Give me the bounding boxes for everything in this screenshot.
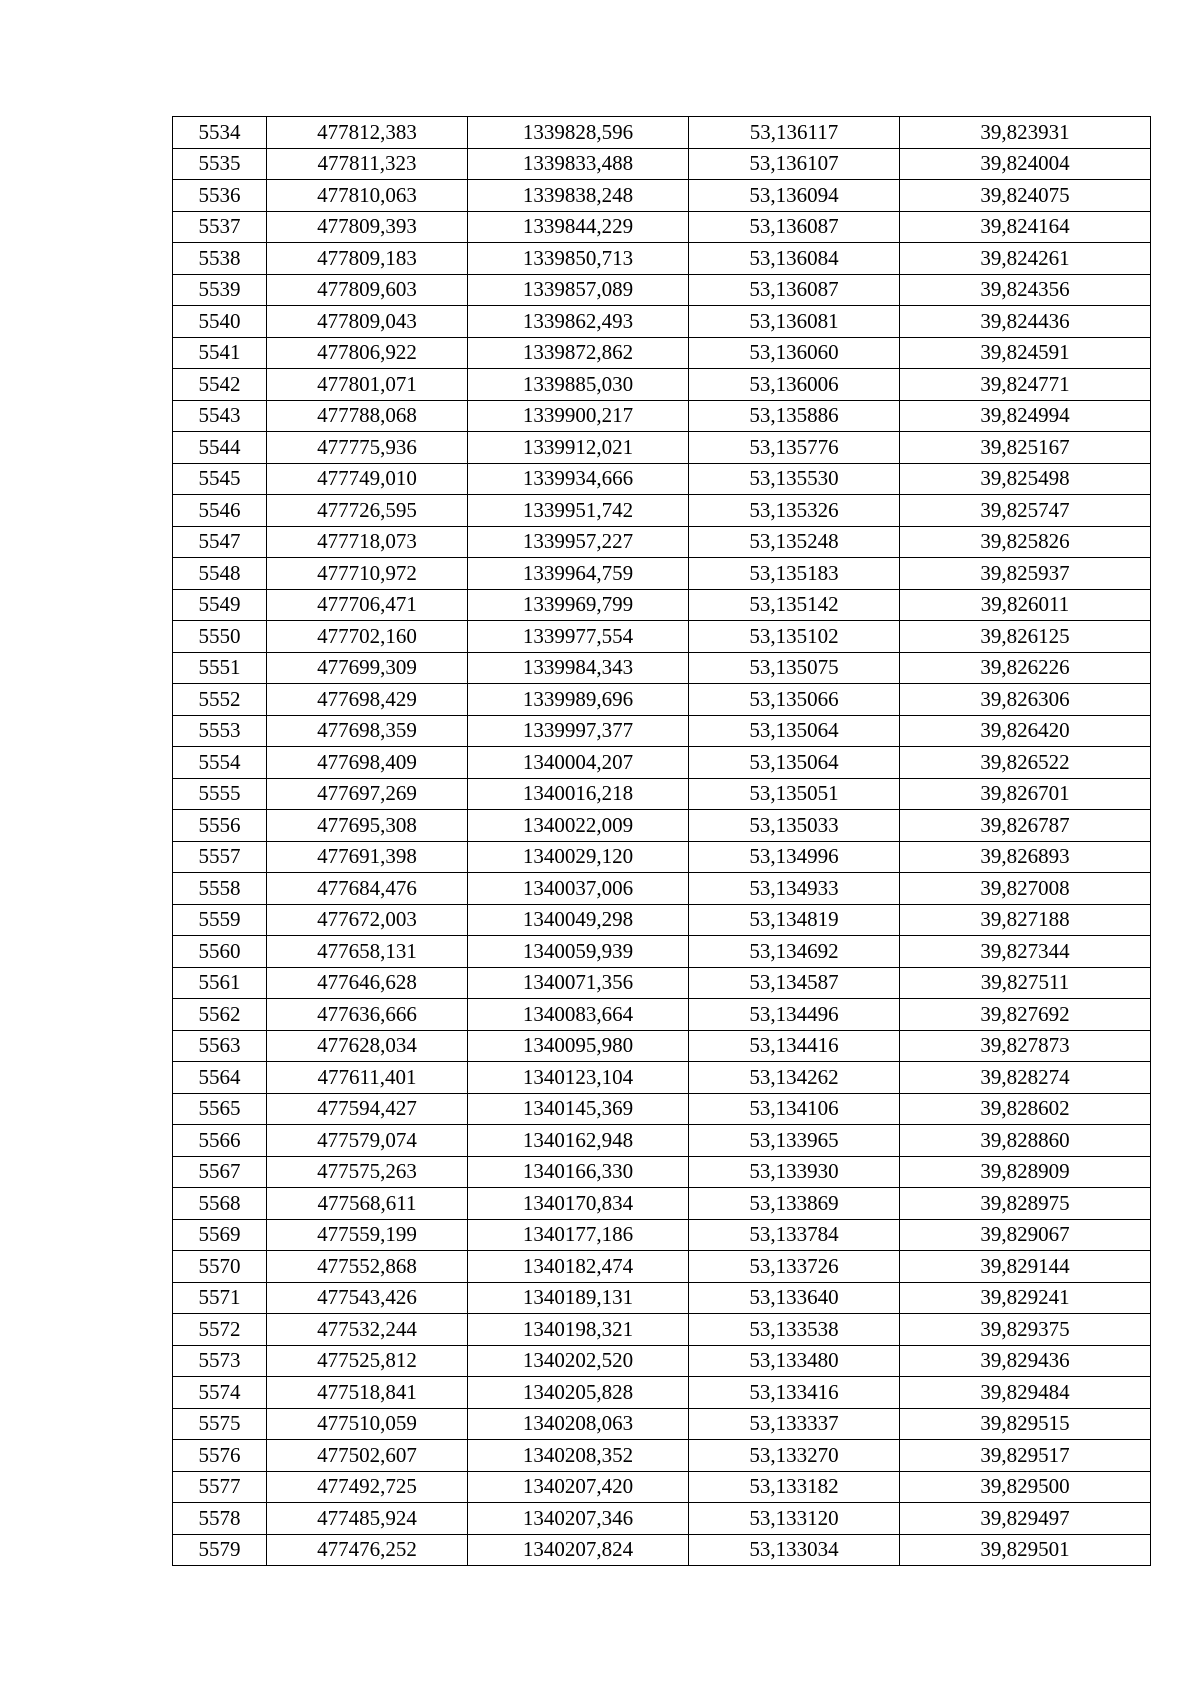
longitude-cell: 39,824164: [900, 211, 1151, 243]
y-coordinate-cell: 1339969,799: [468, 589, 689, 621]
longitude-cell: 39,828274: [900, 1062, 1151, 1094]
y-coordinate-cell: 1340016,218: [468, 778, 689, 810]
table-row: [173, 306, 1151, 338]
latitude-cell: 53,133480: [689, 1345, 900, 1377]
y-coordinate-cell: 1340049,298: [468, 904, 689, 936]
x-coordinate-cell: 477809,603: [267, 274, 468, 306]
x-coordinate-cell: 477568,611: [267, 1188, 468, 1220]
table-row: [173, 1471, 1151, 1503]
y-coordinate-cell: 1339828,596: [468, 117, 689, 149]
y-coordinate-cell: 1340029,120: [468, 841, 689, 873]
x-coordinate-cell: 477809,183: [267, 243, 468, 275]
y-coordinate-cell: 1339838,248: [468, 180, 689, 212]
latitude-cell: 53,135142: [689, 589, 900, 621]
y-coordinate-cell: 1339912,021: [468, 432, 689, 464]
latitude-cell: 53,136081: [689, 306, 900, 338]
latitude-cell: 53,135102: [689, 621, 900, 653]
coordinates-table: [172, 116, 1151, 1566]
longitude-cell: 39,824261: [900, 243, 1151, 275]
table-row: [173, 463, 1151, 495]
point-number-cell: 5561: [173, 967, 267, 999]
y-coordinate-cell: 1340037,006: [468, 873, 689, 905]
table-row: [173, 526, 1151, 558]
point-number-cell: 5548: [173, 558, 267, 590]
y-coordinate-cell: 1339984,343: [468, 652, 689, 684]
x-coordinate-cell: 477559,199: [267, 1219, 468, 1251]
latitude-cell: 53,136084: [689, 243, 900, 275]
x-coordinate-cell: 477702,160: [267, 621, 468, 653]
x-coordinate-cell: 477518,841: [267, 1377, 468, 1409]
table-row: [173, 715, 1151, 747]
longitude-cell: 39,827008: [900, 873, 1151, 905]
latitude-cell: 53,133337: [689, 1408, 900, 1440]
latitude-cell: 53,134692: [689, 936, 900, 968]
table-row: [173, 1030, 1151, 1062]
longitude-cell: 39,829517: [900, 1440, 1151, 1472]
point-number-cell: 5536: [173, 180, 267, 212]
table-row: [173, 1062, 1151, 1094]
latitude-cell: 53,135064: [689, 715, 900, 747]
x-coordinate-cell: 477646,628: [267, 967, 468, 999]
x-coordinate-cell: 477698,409: [267, 747, 468, 779]
table-row: [173, 621, 1151, 653]
x-coordinate-cell: 477698,359: [267, 715, 468, 747]
y-coordinate-cell: 1340207,420: [468, 1471, 689, 1503]
latitude-cell: 53,135064: [689, 747, 900, 779]
y-coordinate-cell: 1340198,321: [468, 1314, 689, 1346]
y-coordinate-cell: 1339934,666: [468, 463, 689, 495]
table-row: [173, 243, 1151, 275]
point-number-cell: 5547: [173, 526, 267, 558]
y-coordinate-cell: 1340207,824: [468, 1534, 689, 1566]
table-row: [173, 652, 1151, 684]
longitude-cell: 39,824591: [900, 337, 1151, 369]
latitude-cell: 53,133416: [689, 1377, 900, 1409]
point-number-cell: 5538: [173, 243, 267, 275]
latitude-cell: 53,133784: [689, 1219, 900, 1251]
point-number-cell: 5577: [173, 1471, 267, 1503]
table-row: [173, 1093, 1151, 1125]
latitude-cell: 53,133965: [689, 1125, 900, 1157]
x-coordinate-cell: 477532,244: [267, 1314, 468, 1346]
latitude-cell: 53,135886: [689, 400, 900, 432]
x-coordinate-cell: 477775,936: [267, 432, 468, 464]
table-row: [173, 274, 1151, 306]
table-row: [173, 999, 1151, 1031]
point-number-cell: 5568: [173, 1188, 267, 1220]
table-row: [173, 400, 1151, 432]
latitude-cell: 53,135248: [689, 526, 900, 558]
latitude-cell: 53,135326: [689, 495, 900, 527]
y-coordinate-cell: 1339885,030: [468, 369, 689, 401]
table-row: [173, 747, 1151, 779]
y-coordinate-cell: 1339872,862: [468, 337, 689, 369]
point-number-cell: 5534: [173, 117, 267, 149]
longitude-cell: 39,825937: [900, 558, 1151, 590]
x-coordinate-cell: 477749,010: [267, 463, 468, 495]
point-number-cell: 5542: [173, 369, 267, 401]
longitude-cell: 39,826306: [900, 684, 1151, 716]
point-number-cell: 5541: [173, 337, 267, 369]
table-row: [173, 1156, 1151, 1188]
table-row: [173, 841, 1151, 873]
longitude-cell: 39,828602: [900, 1093, 1151, 1125]
longitude-cell: 39,826011: [900, 589, 1151, 621]
y-coordinate-cell: 1340004,207: [468, 747, 689, 779]
longitude-cell: 39,824436: [900, 306, 1151, 338]
longitude-cell: 39,826125: [900, 621, 1151, 653]
y-coordinate-cell: 1340207,346: [468, 1503, 689, 1535]
point-number-cell: 5575: [173, 1408, 267, 1440]
table-row: [173, 904, 1151, 936]
longitude-cell: 39,827692: [900, 999, 1151, 1031]
longitude-cell: 39,826522: [900, 747, 1151, 779]
latitude-cell: 53,135033: [689, 810, 900, 842]
longitude-cell: 39,825167: [900, 432, 1151, 464]
x-coordinate-cell: 477695,308: [267, 810, 468, 842]
y-coordinate-cell: 1340145,369: [468, 1093, 689, 1125]
table-row: [173, 1188, 1151, 1220]
x-coordinate-cell: 477718,073: [267, 526, 468, 558]
x-coordinate-cell: 477801,071: [267, 369, 468, 401]
longitude-cell: 39,829436: [900, 1345, 1151, 1377]
x-coordinate-cell: 477710,972: [267, 558, 468, 590]
point-number-cell: 5578: [173, 1503, 267, 1535]
table-row: [173, 432, 1151, 464]
longitude-cell: 39,826701: [900, 778, 1151, 810]
point-number-cell: 5549: [173, 589, 267, 621]
y-coordinate-cell: 1339833,488: [468, 148, 689, 180]
latitude-cell: 53,135183: [689, 558, 900, 590]
y-coordinate-cell: 1340208,352: [468, 1440, 689, 1472]
latitude-cell: 53,133930: [689, 1156, 900, 1188]
point-number-cell: 5551: [173, 652, 267, 684]
point-number-cell: 5562: [173, 999, 267, 1031]
latitude-cell: 53,136107: [689, 148, 900, 180]
longitude-cell: 39,825826: [900, 526, 1151, 558]
latitude-cell: 53,133869: [689, 1188, 900, 1220]
latitude-cell: 53,135776: [689, 432, 900, 464]
latitude-cell: 53,133640: [689, 1282, 900, 1314]
y-coordinate-cell: 1340202,520: [468, 1345, 689, 1377]
latitude-cell: 53,136060: [689, 337, 900, 369]
x-coordinate-cell: 477579,074: [267, 1125, 468, 1157]
x-coordinate-cell: 477476,252: [267, 1534, 468, 1566]
point-number-cell: 5543: [173, 400, 267, 432]
table-row: [173, 1125, 1151, 1157]
table-row: [173, 1345, 1151, 1377]
latitude-cell: 53,136117: [689, 117, 900, 149]
table-row: [173, 589, 1151, 621]
x-coordinate-cell: 477628,034: [267, 1030, 468, 1062]
latitude-cell: 53,135066: [689, 684, 900, 716]
y-coordinate-cell: 1340071,356: [468, 967, 689, 999]
point-number-cell: 5556: [173, 810, 267, 842]
table-row: [173, 148, 1151, 180]
y-coordinate-cell: 1340208,063: [468, 1408, 689, 1440]
longitude-cell: 39,823931: [900, 117, 1151, 149]
point-number-cell: 5559: [173, 904, 267, 936]
point-number-cell: 5571: [173, 1282, 267, 1314]
longitude-cell: 39,827511: [900, 967, 1151, 999]
y-coordinate-cell: 1340205,828: [468, 1377, 689, 1409]
table-row: [173, 1534, 1151, 1566]
longitude-cell: 39,824075: [900, 180, 1151, 212]
point-number-cell: 5570: [173, 1251, 267, 1283]
latitude-cell: 53,134496: [689, 999, 900, 1031]
point-number-cell: 5550: [173, 621, 267, 653]
table-row: [173, 1251, 1151, 1283]
longitude-cell: 39,825747: [900, 495, 1151, 527]
y-coordinate-cell: 1339964,759: [468, 558, 689, 590]
x-coordinate-cell: 477684,476: [267, 873, 468, 905]
table-row: [173, 495, 1151, 527]
latitude-cell: 53,134933: [689, 873, 900, 905]
point-number-cell: 5565: [173, 1093, 267, 1125]
x-coordinate-cell: 477525,812: [267, 1345, 468, 1377]
x-coordinate-cell: 477510,059: [267, 1408, 468, 1440]
longitude-cell: 39,824356: [900, 274, 1151, 306]
table-row: [173, 1314, 1151, 1346]
x-coordinate-cell: 477575,263: [267, 1156, 468, 1188]
x-coordinate-cell: 477636,666: [267, 999, 468, 1031]
x-coordinate-cell: 477611,401: [267, 1062, 468, 1094]
y-coordinate-cell: 1339857,089: [468, 274, 689, 306]
point-number-cell: 5544: [173, 432, 267, 464]
latitude-cell: 53,133726: [689, 1251, 900, 1283]
point-number-cell: 5535: [173, 148, 267, 180]
table-row: [173, 684, 1151, 716]
table-row: [173, 967, 1151, 999]
latitude-cell: 53,135051: [689, 778, 900, 810]
x-coordinate-cell: 477691,398: [267, 841, 468, 873]
table-row: [173, 1408, 1151, 1440]
longitude-cell: 39,829500: [900, 1471, 1151, 1503]
y-coordinate-cell: 1340189,131: [468, 1282, 689, 1314]
longitude-cell: 39,829241: [900, 1282, 1151, 1314]
longitude-cell: 39,827188: [900, 904, 1151, 936]
y-coordinate-cell: 1339951,742: [468, 495, 689, 527]
longitude-cell: 39,826420: [900, 715, 1151, 747]
y-coordinate-cell: 1340083,664: [468, 999, 689, 1031]
point-number-cell: 5555: [173, 778, 267, 810]
latitude-cell: 53,135075: [689, 652, 900, 684]
longitude-cell: 39,829067: [900, 1219, 1151, 1251]
latitude-cell: 53,135530: [689, 463, 900, 495]
point-number-cell: 5560: [173, 936, 267, 968]
y-coordinate-cell: 1340182,474: [468, 1251, 689, 1283]
latitude-cell: 53,133120: [689, 1503, 900, 1535]
point-number-cell: 5574: [173, 1377, 267, 1409]
x-coordinate-cell: 477698,429: [267, 684, 468, 716]
latitude-cell: 53,136006: [689, 369, 900, 401]
point-number-cell: 5557: [173, 841, 267, 873]
y-coordinate-cell: 1340095,980: [468, 1030, 689, 1062]
latitude-cell: 53,134106: [689, 1093, 900, 1125]
table-row: [173, 936, 1151, 968]
y-coordinate-cell: 1339957,227: [468, 526, 689, 558]
longitude-cell: 39,829501: [900, 1534, 1151, 1566]
table-row: [173, 1282, 1151, 1314]
longitude-cell: 39,825498: [900, 463, 1151, 495]
table-row: [173, 558, 1151, 590]
longitude-cell: 39,828909: [900, 1156, 1151, 1188]
latitude-cell: 53,134262: [689, 1062, 900, 1094]
point-number-cell: 5564: [173, 1062, 267, 1094]
longitude-cell: 39,829497: [900, 1503, 1151, 1535]
point-number-cell: 5576: [173, 1440, 267, 1472]
x-coordinate-cell: 477812,383: [267, 117, 468, 149]
longitude-cell: 39,829144: [900, 1251, 1151, 1283]
point-number-cell: 5563: [173, 1030, 267, 1062]
point-number-cell: 5567: [173, 1156, 267, 1188]
table-row: [173, 1219, 1151, 1251]
table-row: [173, 1440, 1151, 1472]
x-coordinate-cell: 477672,003: [267, 904, 468, 936]
table-row: [173, 180, 1151, 212]
longitude-cell: 39,824771: [900, 369, 1151, 401]
y-coordinate-cell: 1339862,493: [468, 306, 689, 338]
point-number-cell: 5566: [173, 1125, 267, 1157]
longitude-cell: 39,829515: [900, 1408, 1151, 1440]
x-coordinate-cell: 477502,607: [267, 1440, 468, 1472]
x-coordinate-cell: 477809,043: [267, 306, 468, 338]
x-coordinate-cell: 477492,725: [267, 1471, 468, 1503]
longitude-cell: 39,827873: [900, 1030, 1151, 1062]
latitude-cell: 53,134416: [689, 1030, 900, 1062]
y-coordinate-cell: 1339850,713: [468, 243, 689, 275]
x-coordinate-cell: 477810,063: [267, 180, 468, 212]
x-coordinate-cell: 477699,309: [267, 652, 468, 684]
latitude-cell: 53,136087: [689, 274, 900, 306]
x-coordinate-cell: 477485,924: [267, 1503, 468, 1535]
table-row: [173, 369, 1151, 401]
point-number-cell: 5572: [173, 1314, 267, 1346]
table-row: [173, 810, 1151, 842]
table-row: [173, 211, 1151, 243]
longitude-cell: 39,829484: [900, 1377, 1151, 1409]
point-number-cell: 5546: [173, 495, 267, 527]
point-number-cell: 5573: [173, 1345, 267, 1377]
latitude-cell: 53,134587: [689, 967, 900, 999]
table-row: [173, 778, 1151, 810]
table-row: [173, 1377, 1151, 1409]
point-number-cell: 5552: [173, 684, 267, 716]
table-row: [173, 1503, 1151, 1535]
longitude-cell: 39,829375: [900, 1314, 1151, 1346]
longitude-cell: 39,826893: [900, 841, 1151, 873]
x-coordinate-cell: 477788,068: [267, 400, 468, 432]
y-coordinate-cell: 1340170,834: [468, 1188, 689, 1220]
point-number-cell: 5540: [173, 306, 267, 338]
point-number-cell: 5558: [173, 873, 267, 905]
x-coordinate-cell: 477811,323: [267, 148, 468, 180]
coordinates-table-body: [173, 117, 1151, 1566]
longitude-cell: 39,824994: [900, 400, 1151, 432]
point-number-cell: 5537: [173, 211, 267, 243]
y-coordinate-cell: 1339844,229: [468, 211, 689, 243]
y-coordinate-cell: 1339900,217: [468, 400, 689, 432]
x-coordinate-cell: 477809,393: [267, 211, 468, 243]
latitude-cell: 53,133034: [689, 1534, 900, 1566]
y-coordinate-cell: 1340177,186: [468, 1219, 689, 1251]
x-coordinate-cell: 477726,595: [267, 495, 468, 527]
latitude-cell: 53,133270: [689, 1440, 900, 1472]
x-coordinate-cell: 477594,427: [267, 1093, 468, 1125]
point-number-cell: 5569: [173, 1219, 267, 1251]
y-coordinate-cell: 1340059,939: [468, 936, 689, 968]
x-coordinate-cell: 477706,471: [267, 589, 468, 621]
point-number-cell: 5579: [173, 1534, 267, 1566]
y-coordinate-cell: 1340162,948: [468, 1125, 689, 1157]
point-number-cell: 5539: [173, 274, 267, 306]
latitude-cell: 53,134996: [689, 841, 900, 873]
y-coordinate-cell: 1339977,554: [468, 621, 689, 653]
point-number-cell: 5545: [173, 463, 267, 495]
latitude-cell: 53,136087: [689, 211, 900, 243]
longitude-cell: 39,826226: [900, 652, 1151, 684]
latitude-cell: 53,133182: [689, 1471, 900, 1503]
longitude-cell: 39,826787: [900, 810, 1151, 842]
point-number-cell: 5554: [173, 747, 267, 779]
table-row: [173, 117, 1151, 149]
latitude-cell: 53,134819: [689, 904, 900, 936]
table-row: [173, 873, 1151, 905]
x-coordinate-cell: 477552,868: [267, 1251, 468, 1283]
x-coordinate-cell: 477658,131: [267, 936, 468, 968]
x-coordinate-cell: 477697,269: [267, 778, 468, 810]
latitude-cell: 53,136094: [689, 180, 900, 212]
point-number-cell: 5553: [173, 715, 267, 747]
y-coordinate-cell: 1339989,696: [468, 684, 689, 716]
y-coordinate-cell: 1340123,104: [468, 1062, 689, 1094]
longitude-cell: 39,824004: [900, 148, 1151, 180]
x-coordinate-cell: 477543,426: [267, 1282, 468, 1314]
y-coordinate-cell: 1340022,009: [468, 810, 689, 842]
y-coordinate-cell: 1339997,377: [468, 715, 689, 747]
y-coordinate-cell: 1340166,330: [468, 1156, 689, 1188]
longitude-cell: 39,828975: [900, 1188, 1151, 1220]
longitude-cell: 39,828860: [900, 1125, 1151, 1157]
x-coordinate-cell: 477806,922: [267, 337, 468, 369]
table-row: [173, 337, 1151, 369]
longitude-cell: 39,827344: [900, 936, 1151, 968]
latitude-cell: 53,133538: [689, 1314, 900, 1346]
